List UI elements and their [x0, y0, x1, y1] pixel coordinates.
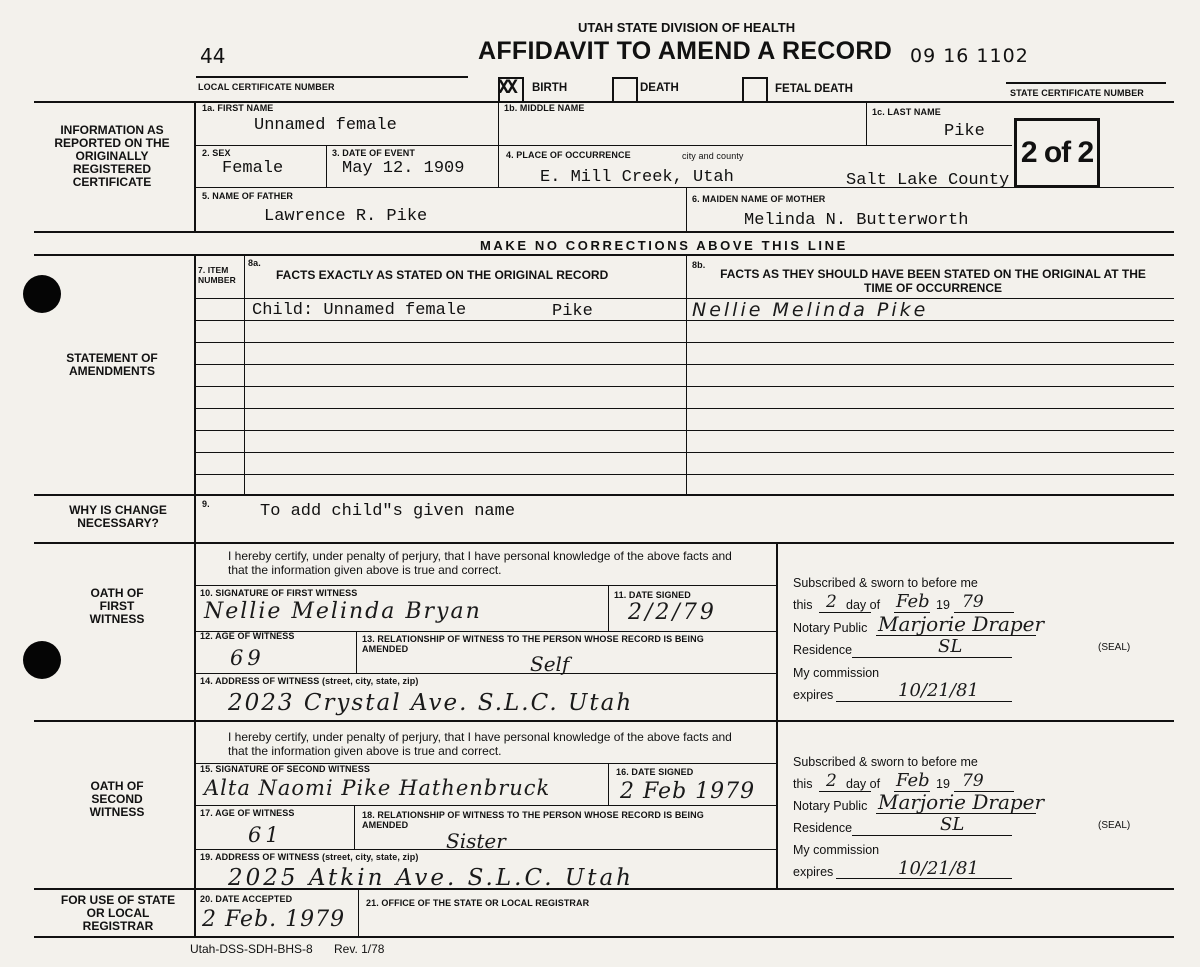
col-a-num: 8a.	[248, 258, 261, 268]
last-name-value: Pike	[944, 122, 985, 141]
oath2-commission-label: My commission	[793, 843, 880, 857]
oath1-residence-value: SL	[938, 636, 963, 657]
place-label: 4. PLACE OF OCCURRENCE	[506, 150, 631, 160]
oath2-date: 2 Feb 1979	[620, 779, 756, 804]
local-certificate-label: LOCAL CERTIFICATE NUMBER	[198, 82, 335, 92]
oath2-notary-name: Marjorie Draper	[878, 790, 1045, 814]
oath1-address-label: 14. ADDRESS OF WITNESS (street, city, state, zip)	[200, 676, 419, 686]
oath1-age: 69	[230, 646, 265, 670]
oath1-notary-name: Marjorie Draper	[878, 612, 1045, 636]
oath2-residence-label: Residence	[793, 821, 853, 835]
middle-name-label: 1b. MIDDLE NAME	[504, 103, 585, 113]
oath2-label: OATH OF SECOND WITNESS	[89, 779, 145, 819]
local-certificate-number: 44	[200, 44, 226, 68]
oath1-certify-text: I hereby certify, under penalty of perjury, that I have personal knowledge of the above facts and that the information given above is true and correct.	[228, 549, 732, 577]
death-checkbox[interactable]	[612, 77, 638, 103]
last-name-label: 1c. LAST NAME	[872, 107, 941, 117]
first-name-value: Unnamed female	[254, 116, 397, 135]
oath1-notary-day: 2	[826, 592, 837, 612]
registrar-office-label: 21. OFFICE OF THE STATE OR LOCAL REGISTRAR	[366, 898, 590, 908]
amendment-row1-original-last: Pike	[552, 302, 593, 321]
punch-hole-bottom	[23, 641, 61, 679]
amendments-label: STATEMENT OF AMENDMENTS	[66, 351, 158, 378]
oath1-expires-value: 10/21/81	[898, 680, 979, 701]
oath2-relationship: Sister	[446, 829, 506, 853]
oath2-notary-this: this	[793, 777, 813, 791]
oath2-notary-19: 19	[936, 777, 950, 791]
oath1-date: 2/2/79	[628, 600, 717, 625]
oath1-notary-this: this	[793, 598, 813, 612]
oath2-notary-dayof: day of	[846, 777, 881, 791]
mother-label: 6. MAIDEN NAME OF MOTHER	[692, 194, 826, 204]
why-num: 9.	[202, 499, 210, 509]
oath2-age-label: 17. AGE OF WITNESS	[200, 808, 295, 818]
oath2-notary-public: Notary Public	[793, 799, 868, 813]
oath1-relationship-label: 13. RELATIONSHIP OF WITNESS TO THE PERSON WHOSE RECORD IS BEING AMENDED	[362, 634, 704, 654]
oath1-notary-year: 79	[962, 592, 984, 612]
oath2-notary-year: 79	[962, 771, 984, 791]
oath2-notary-day: 2	[826, 771, 837, 791]
item-number-label: 7. ITEM NUMBER	[198, 265, 236, 285]
oath1-signature-label: 10. SIGNATURE OF FIRST WITNESS	[200, 588, 358, 598]
oath1-relationship: Self	[530, 652, 570, 676]
oath1-expires-label: expires	[793, 688, 834, 702]
date-accepted-label: 20. DATE ACCEPTED	[200, 894, 293, 904]
first-name-label: 1a. FIRST NAME	[202, 103, 274, 113]
col-b-num: 8b.	[692, 260, 706, 270]
amendment-row1-original: Child: Unnamed female	[252, 301, 467, 320]
oath1-label: OATH OF FIRST WITNESS	[89, 586, 145, 626]
oath1-seal: (SEAL)	[1098, 642, 1131, 653]
birth-check-mark: XX	[498, 76, 515, 98]
agency-name: UTAH STATE DIVISION OF HEALTH	[578, 20, 796, 35]
form-title: AFFIDAVIT TO AMEND A RECORD	[478, 37, 893, 65]
form-revision: Rev. 1/78	[334, 942, 385, 956]
oath2-seal: (SEAL)	[1098, 820, 1131, 831]
no-corrections-line: MAKE NO CORRECTIONS ABOVE THIS LINE	[480, 238, 848, 253]
form-id: Utah-DSS-SDH-BHS-8	[190, 942, 313, 956]
oath1-notary-public: Notary Public	[793, 621, 868, 635]
oath2-signature-label: 15. SIGNATURE OF SECOND WITNESS	[200, 764, 370, 774]
sex-label: 2. SEX	[202, 148, 231, 158]
col-a-header: FACTS EXACTLY AS STATED ON THE ORIGINAL RECORD	[276, 268, 609, 282]
oath1-residence-label: Residence	[793, 643, 853, 657]
oath1-signature: Nellie Melinda Bryan	[204, 599, 482, 624]
fetal-death-label: FETAL DEATH	[775, 83, 853, 95]
oath2-signature: Alta Naomi Pike Hathenbruck	[204, 776, 551, 800]
oath2-age: 61	[248, 823, 283, 847]
oath1-date-label: 11. DATE SIGNED	[614, 590, 691, 600]
col-b-header: FACTS AS THEY SHOULD HAVE BEEN STATED ON THE ORIGINAL AT THE TIME OF OCCURRENCE	[720, 267, 1146, 295]
state-certificate-label: STATE CERTIFICATE NUMBER	[1010, 88, 1144, 98]
fetal-death-checkbox[interactable]	[742, 77, 768, 103]
oath2-residence-value: SL	[940, 814, 965, 835]
oath2-address-label: 19. ADDRESS OF WITNESS (street, city, state, zip)	[200, 852, 419, 862]
oath2-date-label: 16. DATE SIGNED	[616, 767, 694, 777]
oath2-expires-label: expires	[793, 865, 834, 879]
father-label: 5. NAME OF FATHER	[202, 191, 294, 201]
oath1-notary-dayof: day of	[846, 598, 881, 612]
oath2-relationship-label: 18. RELATIONSHIP OF WITNESS TO THE PERSON WHOSE RECORD IS BEING AMENDED	[362, 810, 704, 830]
oath2-notary-month: Feb	[896, 770, 930, 791]
oath1-notary-month: Feb	[896, 591, 930, 612]
amendment-row1-corrected: Nellie Melinda Pike	[692, 299, 929, 321]
punch-hole-top	[23, 275, 61, 313]
date-accepted-value: 2 Feb. 1979	[202, 907, 346, 932]
oath2-expires-value: 10/21/81	[898, 858, 979, 879]
oath1-address: 2023 Crystal Ave. S.L.C. Utah	[228, 690, 634, 716]
oath2-notary-sworn: Subscribed & sworn to before me	[793, 755, 978, 769]
oath1-commission-label: My commission	[793, 666, 880, 680]
father-value: Lawrence R. Pike	[264, 207, 428, 226]
oath1-notary-19: 19	[936, 598, 950, 612]
why-text: To add child"s given name	[260, 502, 516, 521]
mother-value: Melinda N. Butterworth	[744, 211, 969, 230]
why-label: WHY IS CHANGE NECESSARY?	[69, 503, 167, 530]
oath2-address: 2025 Atkin Ave. S.L.C. Utah	[228, 865, 634, 891]
place-city-value: E. Mill Creek, Utah	[540, 168, 734, 187]
page-stamp: 2 of 2	[1014, 118, 1100, 188]
registrar-label: FOR USE OF STATE OR LOCAL REGISTRAR	[60, 893, 176, 933]
oath1-age-label: 12. AGE OF WITNESS	[200, 631, 295, 641]
birth-label: BIRTH	[532, 82, 568, 94]
death-label: DEATH	[640, 82, 679, 94]
date-of-event-label: 3. DATE OF EVENT	[332, 148, 415, 158]
state-certificate-number: 09 16 1102	[910, 45, 1029, 67]
sex-value: Female	[222, 159, 284, 178]
oath2-certify-text: I hereby certify, under penalty of perjury, that I have personal knowledge of the above facts and that the information given above is true and correct.	[228, 730, 732, 758]
date-of-event-value: May 12. 1909	[342, 159, 465, 178]
place-sub-label: city and county	[682, 151, 744, 161]
oath1-notary-sworn: Subscribed & sworn to before me	[793, 576, 978, 590]
place-county-value: Salt Lake County	[846, 171, 1010, 190]
original-info-label: INFORMATION AS REPORTED ON THE ORIGINALLY REGISTERED CERTIFICATE	[54, 123, 170, 189]
